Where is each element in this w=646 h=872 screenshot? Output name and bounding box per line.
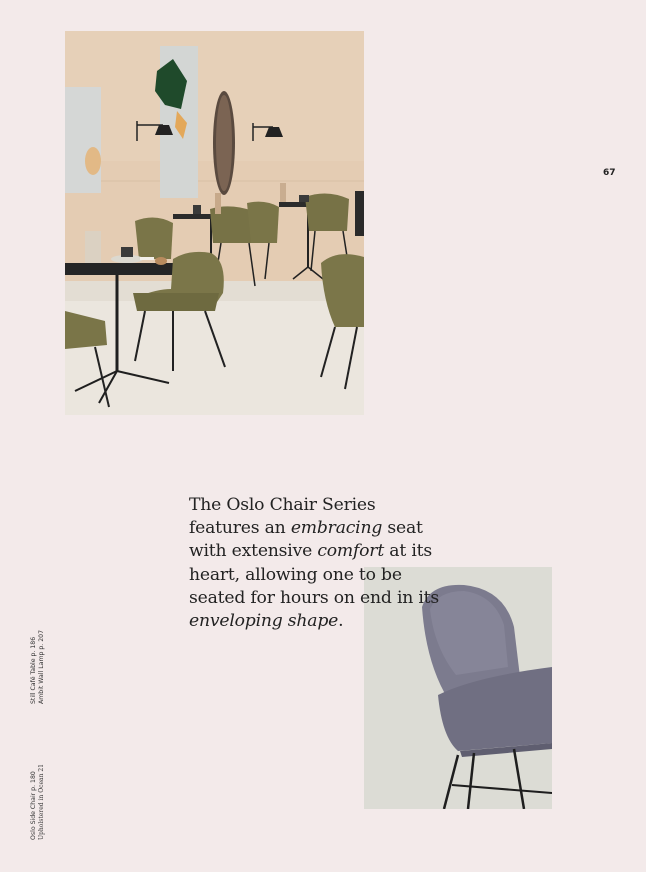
caption-chair-credits bbox=[30, 764, 47, 840]
quote-text: at its heart, allowing one to be seated for hours on end in its bbox=[189, 541, 439, 608]
page-number: 67 bbox=[603, 168, 616, 178]
quote-emphasis-comfort: comfort bbox=[317, 541, 385, 562]
quote-emphasis-enveloping: enveloping shape bbox=[189, 611, 339, 632]
quote-text: seat with extensive bbox=[189, 518, 423, 562]
quote-text: The Oslo Chair Series features an bbox=[189, 495, 376, 539]
cafe-interior-illustration bbox=[65, 31, 364, 415]
pull-quote bbox=[189, 494, 449, 633]
caption-line: Still Café Table p. 186 bbox=[30, 636, 37, 704]
caption-furniture-credits bbox=[30, 630, 47, 704]
caption-line: Upholstered in Ocean 21 bbox=[38, 763, 46, 840]
cafe-interior-photo bbox=[65, 31, 364, 415]
quote-text: . bbox=[338, 611, 344, 632]
caption-line: Ambit Wall Lamp p. 207 bbox=[38, 629, 46, 704]
caption-line: Oslo Side Chair p. 180 bbox=[30, 771, 37, 840]
quote-emphasis-embracing: embracing bbox=[290, 518, 383, 539]
